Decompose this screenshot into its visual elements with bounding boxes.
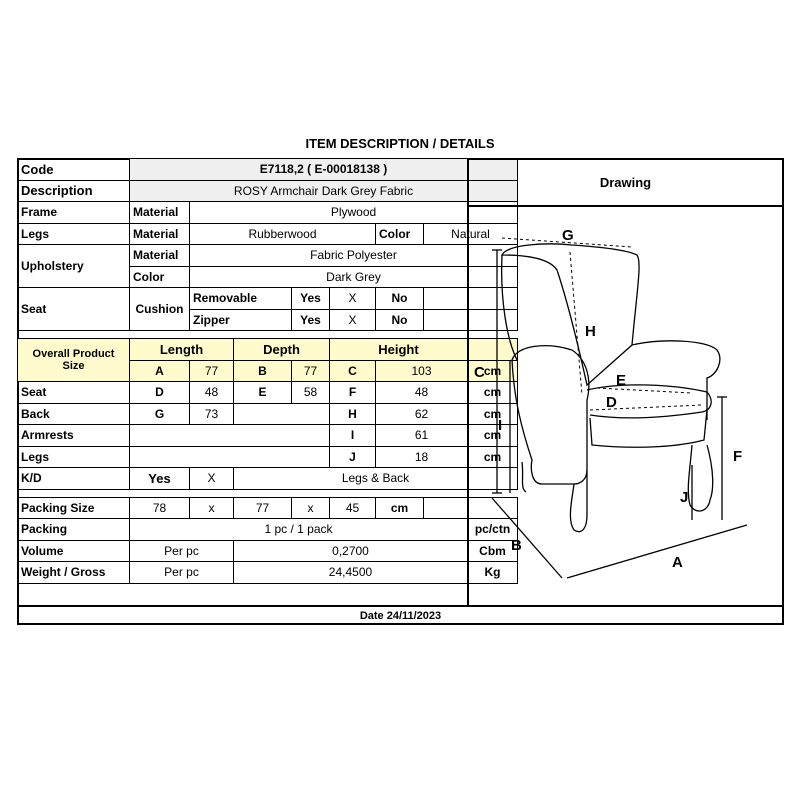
- upholstery-label: Upholstery: [18, 245, 130, 288]
- legs-dim-unit: cm: [468, 446, 518, 468]
- spec-table: [17, 158, 518, 584]
- upholstery-material-label: Material: [130, 245, 190, 267]
- dim-a-letter: A: [130, 360, 190, 382]
- legs-label: Legs: [18, 223, 130, 245]
- legs-row: [18, 223, 518, 245]
- description-row: [18, 180, 518, 202]
- dim-e-line: [597, 388, 692, 393]
- chair-leg-back-left: [522, 462, 526, 492]
- drawing-panel: [467, 206, 784, 606]
- zipper-no: No: [376, 309, 424, 331]
- packing-size-width: 77: [234, 497, 292, 519]
- packing-size-unit: cm: [376, 497, 424, 519]
- legs-material-value: Rubberwood: [190, 223, 376, 245]
- packing-size-height: 45: [330, 497, 376, 519]
- chair-wing-left: [502, 255, 517, 360]
- description-value: ROSY Armchair Dark Grey Fabric: [130, 180, 518, 202]
- kd-label: K/D: [18, 468, 130, 490]
- dim-a-line: [567, 525, 747, 578]
- legs-color-label: Color: [376, 223, 424, 245]
- cushion-label: Cushion: [130, 288, 190, 331]
- seat-dim-unit: cm: [468, 382, 518, 404]
- code-row: [18, 159, 518, 181]
- dim-h-value: 62: [376, 403, 468, 425]
- dim-i-letter: I: [330, 425, 376, 447]
- dim-e-value: 58: [292, 382, 330, 404]
- upholstery-material-value: Fabric Polyester: [190, 245, 518, 267]
- armrests-dim-unit: cm: [468, 425, 518, 447]
- description-label: Description: [18, 180, 130, 202]
- removable-no: No: [376, 288, 424, 310]
- legs-dim-row: [18, 446, 518, 468]
- packing-size-length: 78: [130, 497, 190, 519]
- dim-j-letter: J: [330, 446, 376, 468]
- zipper-yes: Yes: [292, 309, 330, 331]
- dim-h-letter: H: [330, 403, 376, 425]
- packing-size-x1: x: [190, 497, 234, 519]
- dim-c-value: 103: [376, 360, 468, 382]
- drawing-letter-a: A: [672, 554, 683, 571]
- dim-b-value: 77: [292, 360, 330, 382]
- back-dim-label: Back: [18, 403, 130, 425]
- dim-b-line: [492, 498, 562, 578]
- dim-e-letter: E: [234, 382, 292, 404]
- volume-value: 0,2700: [234, 540, 468, 562]
- date-footer: Date 24/11/2023: [17, 605, 784, 625]
- volume-unit: Cbm: [468, 540, 518, 562]
- dim-g-value: 73: [190, 403, 234, 425]
- frame-row: [18, 202, 518, 224]
- legs-dim-label: Legs: [18, 446, 130, 468]
- overall-header-row: [18, 339, 518, 361]
- weight-row: [18, 562, 518, 584]
- dim-g-letter: G: [130, 403, 190, 425]
- drawing-letter-h: H: [585, 323, 596, 340]
- code-value: E7118,2 ( E-00018138 ): [130, 159, 518, 181]
- removable-x-mark: X: [330, 288, 376, 310]
- back-dim-row: [18, 403, 518, 425]
- kd-row: [18, 468, 518, 490]
- kd-note: Legs & Back: [234, 468, 518, 490]
- dim-d-letter: D: [130, 382, 190, 404]
- depth-header: Depth: [234, 339, 330, 361]
- seat-dim-row: [18, 382, 518, 404]
- packing-size-x2: x: [292, 497, 330, 519]
- volume-per: Per pc: [130, 540, 234, 562]
- armrests-dim-row: [18, 425, 518, 447]
- drawing-letter-e: E: [616, 372, 627, 389]
- length-header: Length: [130, 339, 234, 361]
- document-title: ITEM DESCRIPTION / DETAILS: [305, 136, 495, 151]
- spacer-row: [18, 331, 518, 339]
- chair-arm-right: [632, 341, 720, 420]
- spacer-row-2: [18, 489, 518, 497]
- drawing-letter-f: F: [733, 448, 743, 465]
- drawing-letter-b: B: [511, 537, 522, 554]
- zipper-x-mark: X: [330, 309, 376, 331]
- chair-front-rail: [590, 410, 707, 447]
- weight-unit: Kg: [468, 562, 518, 584]
- chair-back-outline: [502, 244, 639, 385]
- drawing-letter-i: I: [498, 417, 503, 434]
- volume-label: Volume: [18, 540, 130, 562]
- dim-j-value: 18: [376, 446, 468, 468]
- weight-per: Per pc: [130, 562, 234, 584]
- legs-material-label: Material: [130, 223, 190, 245]
- frame-label: Frame: [18, 202, 130, 224]
- packing-size-row: [18, 497, 518, 519]
- back-dim-unit: cm: [468, 403, 518, 425]
- removable-yes: Yes: [292, 288, 330, 310]
- drawing-letter-j: J: [680, 489, 689, 506]
- dim-i-value: 61: [376, 425, 468, 447]
- dim-b-letter: B: [234, 360, 292, 382]
- dim-f-value: 48: [376, 382, 468, 404]
- upholstery-color-label: Color: [130, 266, 190, 288]
- dim-d-value: 48: [190, 382, 234, 404]
- removable-label: Removable: [190, 288, 292, 310]
- armrests-dim-label: Armrests: [18, 425, 130, 447]
- upholstery-material-row: [18, 245, 518, 267]
- overall-unit: cm: [468, 360, 518, 382]
- packing-unit: pc/ctn: [468, 519, 518, 541]
- seat-dim-label: Seat: [18, 382, 130, 404]
- kd-value: Yes: [130, 468, 190, 490]
- packing-size-label: Packing Size: [18, 497, 130, 519]
- weight-value: 24,4500: [234, 562, 468, 584]
- frame-material-label: Material: [130, 202, 190, 224]
- chair-arm-left: [512, 346, 589, 484]
- armrests-dim-blank: [130, 425, 330, 447]
- legs-color-value: Natural: [424, 223, 518, 245]
- drawing-letter-d: D: [606, 394, 617, 411]
- drawing-letter-c: C: [474, 364, 485, 381]
- seat-removable-row: [18, 288, 518, 310]
- dim-f-letter: F: [330, 382, 376, 404]
- weight-label: Weight / Gross: [18, 562, 130, 584]
- dim-a-value: 77: [190, 360, 234, 382]
- overall-size-label: Overall Product Size: [18, 339, 130, 382]
- drawing-letter-g: G: [562, 227, 574, 244]
- kd-x-mark: X: [190, 468, 234, 490]
- code-label: Code: [18, 159, 130, 181]
- zipper-label: Zipper: [190, 309, 292, 331]
- drawing-header: Drawing: [467, 158, 784, 207]
- packing-label: Packing: [18, 519, 130, 541]
- seat-label: Seat: [18, 288, 130, 331]
- legs-dim-blank: [130, 446, 330, 468]
- volume-row: [18, 540, 518, 562]
- back-dim-blank: [234, 403, 330, 425]
- packing-value: 1 pc / 1 pack: [130, 519, 468, 541]
- upholstery-color-value: Dark Grey: [190, 266, 518, 288]
- height-header: Height: [330, 339, 468, 361]
- armchair-drawing: [469, 206, 784, 606]
- dim-c-letter: C: [330, 360, 376, 382]
- packing-row: [18, 519, 518, 541]
- frame-material-value: Plywood: [190, 202, 518, 224]
